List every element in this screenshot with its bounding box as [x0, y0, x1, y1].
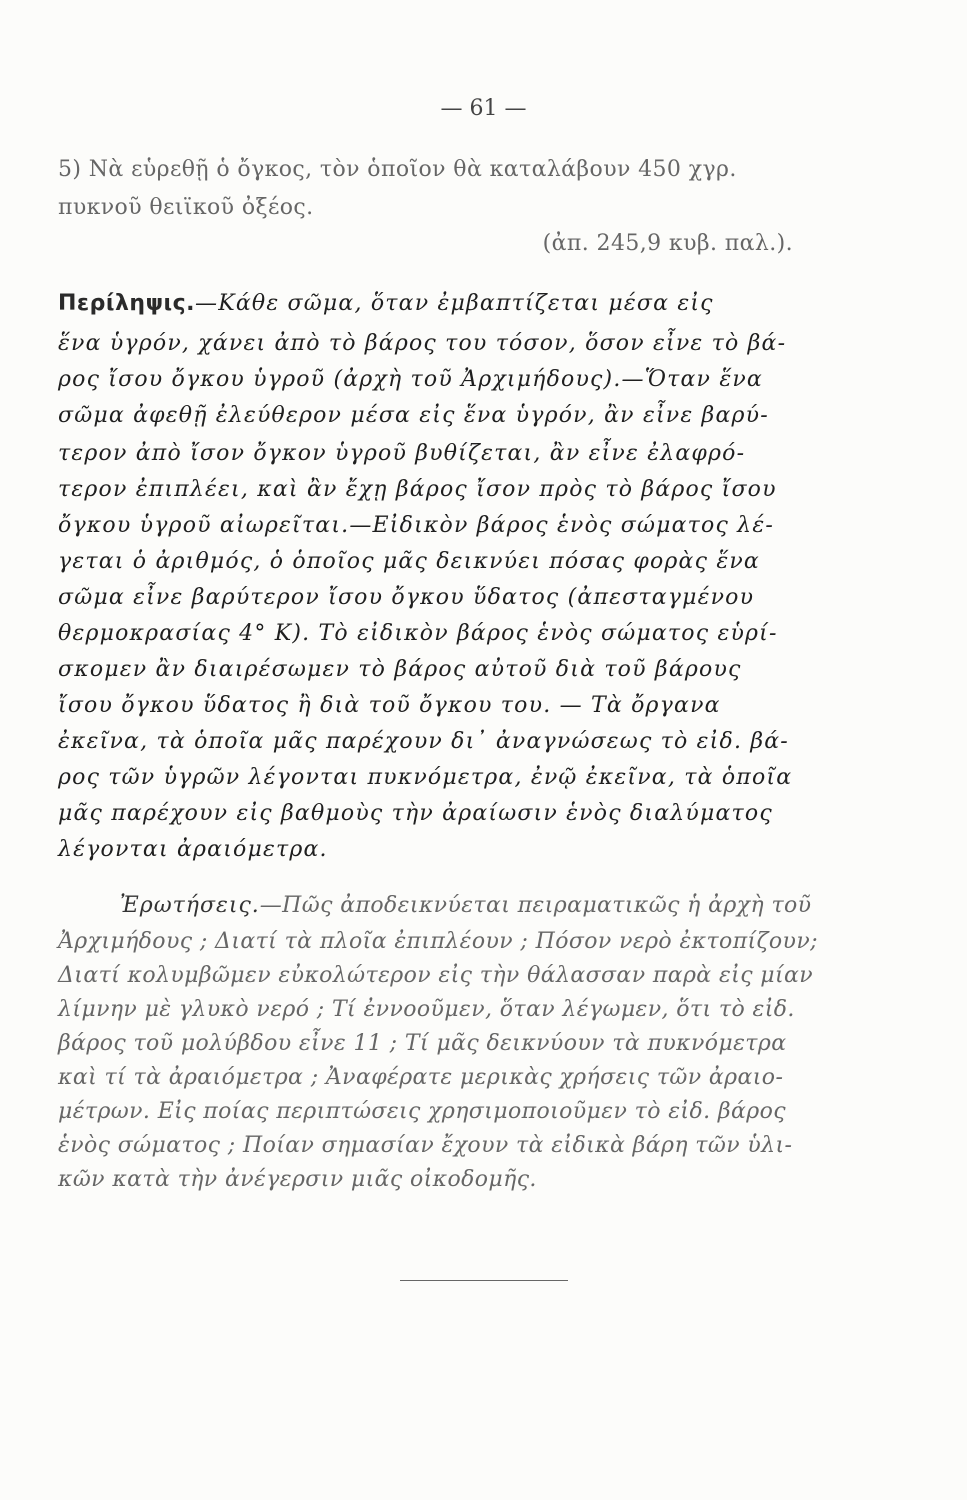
section-divider — [400, 1280, 568, 1281]
summary-line: ρος ἴσου ὄγκου ὑγροῦ (ἀρχὴ τοῦ Ἀρχιμήδους).—Ὅταν ἕνα — [58, 367, 763, 392]
summary-line: σῶμα εἶνε βαρύτερον ἴσου ὄγκου ὕδατος (ἀπεσταγμένου — [58, 585, 755, 610]
summary-line: λέγονται ἀραιόμετρα. — [58, 837, 328, 862]
summary-line: τερον ἐπιπλέει, καὶ ἂν ἔχῃ βάρος ἴσον πρὸς τὸ βάρος ἴσου — [58, 477, 777, 502]
questions-first-line — [120, 893, 838, 918]
summary-line: ἐκεῖνα, τὰ ὁποῖα μᾶς παρέχουν δι᾽ ἀναγνώσεως τὸ εἰδ. βά- — [58, 729, 789, 754]
page-number: — 61 — — [440, 96, 527, 121]
summary-line: ὄγκου ὑγροῦ αἰωρεῖται.—Εἰδικὸν βάρος ἑνὸς σώματος λέ- — [58, 513, 774, 538]
summary-first-line — [58, 291, 838, 316]
summary-line: ρος τῶν ὑγρῶν λέγονται πυκνόμετρα, ἐνῷ ἐκεῖνα, τὰ ὁποῖα — [58, 765, 793, 790]
summary-line: σῶμα ἀφεθῇ ἐλεύθερον μέσα εἰς ἕνα ὑγρόν, ἂν εἶνε βαρύ- — [58, 403, 769, 428]
summary-line: μᾶς παρέχουν εἰς βαθμοὺς τὴν ἀραίωσιν ἑνὸς διαλύματος — [58, 801, 773, 826]
question-line: καὶ τί τὰ ἀραιόμετρα ; Ἀναφέρατε μερικὰς χρήσεις τῶν ἀραιο- — [58, 1065, 784, 1090]
question-line: λίμνην μὲ γλυκὸ νερό ; Τί ἐννοοῦμεν, ὅταν λέγωμεν, ὅτι τὸ εἰδ. — [58, 997, 795, 1022]
question-line: κῶν κατὰ τὴν ἀνέγερσιν μιᾶς οἰκοδομῆς. — [58, 1167, 537, 1192]
questions-heading: Ἐρωτήσεις. — [120, 893, 260, 918]
question-line: ἑνὸς σώματος ; Ποίαν σημασίαν ἔχουν τὰ εἰδικὰ βάρη τῶν ὑλι- — [58, 1133, 793, 1158]
summary-line: ἕνα ὑγρόν, χάνει ἀπὸ τὸ βάρος του τόσον, ὅσον εἶνε τὸ βά- — [58, 331, 787, 356]
summary-line: θερμοκρασίας 4° Κ). Τὸ εἰδικὸν βάρος ἑνὸς σώματος εὑρί- — [58, 621, 778, 646]
question-line: Ἀρχιμήδους ; Διατί τὰ πλοῖα ἐπιπλέουν ; Πόσον νερὸ ἐκτοπίζουν; — [58, 929, 818, 954]
summary-heading: Περίληψις. — [58, 291, 195, 316]
question-line: Διατί κολυμβῶμεν εὐκολώτερον εἰς τὴν θάλασσαν παρὰ εἰς μίαν — [58, 963, 814, 988]
summary-line: γεται ὁ ἀριθμός, ὁ ὁποῖος μᾶς δεικνύει πόσας φορὰς ἕνα — [58, 549, 760, 574]
exercise-line: 5) Νὰ εὑρεθῇ ὁ ὄγκος, τὸν ὁποῖον θὰ καταλάβουν 450 χγρ. — [58, 157, 737, 182]
summary-line: σκομεν ἂν διαιρέσωμεν τὸ βάρος αὐτοῦ διὰ τοῦ βάρους — [58, 657, 742, 682]
question-line: μέτρων. Εἰς ποίας περιπτώσεις χρησιμοποιοῦμεν τὸ εἰδ. βάρος — [58, 1099, 786, 1124]
question-line: —Πῶς ἀποδεικνύεται πειραματικῶς ἡ ἀρχὴ τοῦ — [259, 893, 812, 918]
exercise-answer: (ἀπ. 245,9 κυβ. παλ.). — [542, 231, 793, 256]
exercise-line: πυκνοῦ θειϊκοῦ ὀξέος. — [58, 195, 314, 220]
summary-line: τερον ἀπὸ ἴσον ὄγκον ὑγροῦ βυθίζεται, ἂν εἶνε ἐλαφρό- — [58, 441, 746, 466]
summary-line: ἴσου ὄγκου ὕδατος ἢ διὰ τοῦ ὄγκου του. — Τὰ ὄργανα — [58, 693, 721, 718]
question-line: βάρος τοῦ μολύβδου εἶνε 11 ; Τί μᾶς δεικνύουν τὰ πυκνόμετρα — [58, 1031, 787, 1056]
summary-line: —Κάθε σῶμα, ὅταν ἐμβαπτίζεται μέσα εἰς — [195, 291, 714, 316]
